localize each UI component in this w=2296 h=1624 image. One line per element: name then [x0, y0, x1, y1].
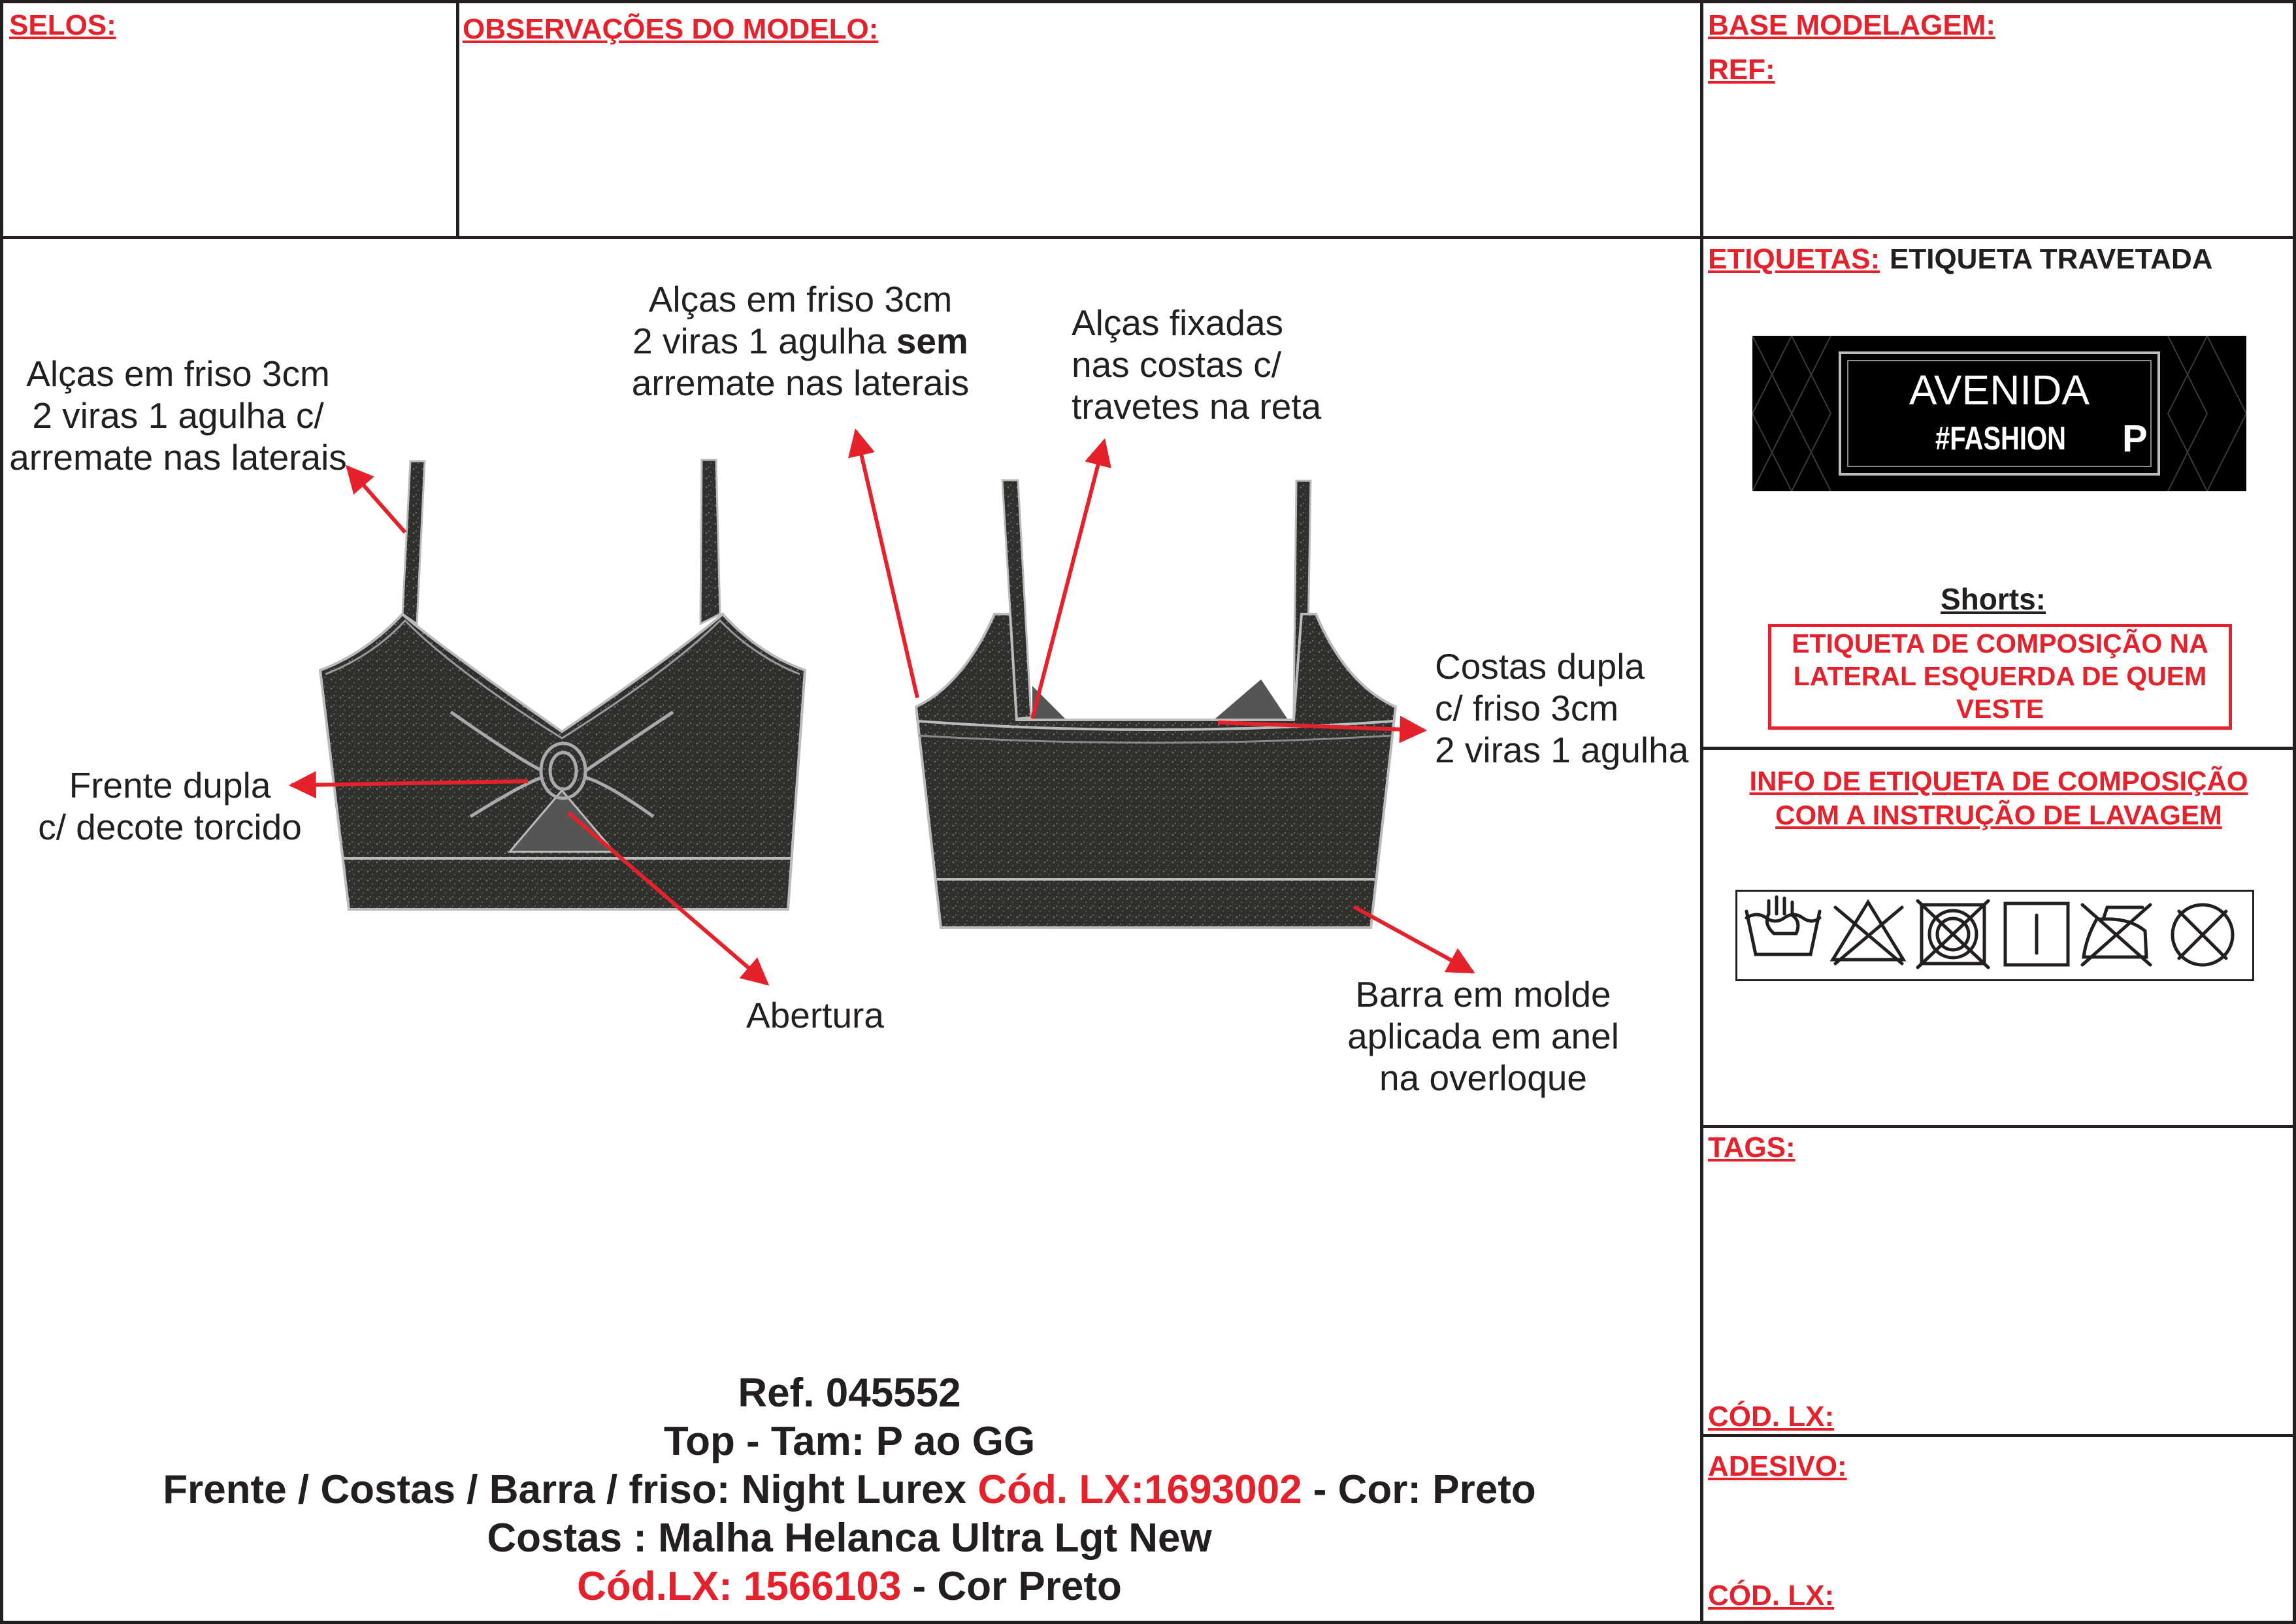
frame-bottom [0, 1621, 2296, 1624]
note-straps-middle-line2-a: 2 viras 1 agulha [632, 321, 896, 361]
note-front-double-line1: Frente dupla [69, 765, 271, 805]
note-straps-middle-line1: Alças em friso 3cm [648, 279, 953, 319]
note-straps-middle-line2 [604, 320, 996, 362]
front-right-strap [700, 460, 720, 624]
note-opening: Abertura [746, 995, 884, 1035]
do-not-bleach-icon [1833, 902, 1903, 964]
line-dry-icon [2005, 903, 2068, 965]
spec-line5 [0, 1563, 1699, 1611]
etiquetas-bottom-divider [1700, 747, 2296, 750]
etiquetas-value: ETIQUETA TRAVETADA [1890, 243, 2213, 275]
note-straps-left-line2: 2 viras 1 agulha c/ [32, 395, 324, 436]
note-hem [1333, 973, 1633, 1099]
spec-product: Top - Tam: P ao GG [663, 1419, 1036, 1464]
composition-bottom-divider [1700, 1125, 2296, 1128]
note-hem-line1: Barra em molde [1355, 974, 1611, 1015]
spec-line3 [0, 1466, 1699, 1514]
front-left-strap [402, 461, 425, 624]
ref-header: REF: [1708, 54, 1775, 86]
observacoes-header: OBSERVAÇÕES DO MODELO: [463, 13, 879, 45]
note-straps-left [0, 353, 356, 478]
spec-line4: Costas : Malha Helanca Ultra Lgt New [487, 1516, 1212, 1561]
tags-header: TAGS: [1708, 1131, 1796, 1163]
spec-line5-b: - Cor Preto [901, 1564, 1122, 1609]
product-spec [0, 1369, 1699, 1611]
shorts-box-line2: LATERAL ESQUERDA DE QUEM [1793, 661, 2207, 691]
brand-label [1752, 336, 2246, 491]
shorts-box-line3: VESTE [1956, 694, 2044, 724]
note-straps-left-line1: Alças em friso 3cm [26, 353, 330, 394]
note-straps-left-line3: arremate nas laterais [9, 437, 347, 478]
brand-size: P [2122, 417, 2148, 460]
note-straps-back-line1: Alças fixadas [1072, 302, 1284, 343]
front-body [320, 614, 805, 909]
note-hem-line2: aplicada em anel [1347, 1016, 1619, 1056]
selos-header: SELOS: [9, 9, 116, 41]
note-straps-back-line3: travetes na reta [1072, 386, 1322, 427]
spec-line3-a: Frente / Costas / Barra / friso: Night Lurex [163, 1467, 978, 1512]
etiquetas-header: ETIQUETAS: [1708, 243, 1880, 275]
brand-name: AVENIDA [1909, 366, 2090, 414]
tags-bottom-divider [1700, 1434, 2296, 1437]
base-modelagem-header: BASE MODELAGEM: [1708, 9, 1995, 41]
shorts-title: Shorts: [1941, 582, 2046, 616]
arrow-straps-back [1032, 441, 1104, 719]
arrow-straps-middle [856, 431, 917, 698]
spec-ref: Ref. 045552 [738, 1371, 961, 1416]
note-front-double-line2: c/ decote torcido [38, 807, 302, 847]
note-straps-middle [604, 278, 996, 404]
note-front-double [20, 764, 320, 848]
note-back-double-line3: 2 viras 1 agulha [1435, 730, 1689, 770]
arrow-hem [1354, 907, 1473, 972]
note-back-double-line1: Costas dupla [1435, 646, 1645, 687]
note-hem-line3: na overloque [1379, 1058, 1588, 1098]
spec-line3-b: - Cor: Preto [1302, 1467, 1536, 1512]
composition-info-title [1701, 764, 2296, 832]
note-straps-back-line2: nas costas c/ [1072, 344, 1281, 385]
arrow-straps-left [348, 467, 405, 532]
shorts-composition-box [1768, 624, 2232, 730]
do-not-iron-icon [2082, 905, 2150, 965]
front-view [320, 460, 805, 909]
do-not-tumble-dry-icon [1918, 901, 1988, 967]
note-straps-back [1072, 302, 1321, 427]
note-back-double-line2: c/ friso 3cm [1435, 688, 1619, 728]
note-back-double [1435, 645, 1688, 771]
spec-line5-code: Cód.LX: 1566103 [577, 1564, 902, 1609]
care-icons-box [1735, 890, 2254, 981]
note-straps-middle-line3: arremate nas laterais [631, 363, 970, 403]
brand-hashtag: #FASHION [1935, 420, 2067, 457]
shorts-box-line1: ETIQUETA DE COMPOSIÇÃO NA [1792, 628, 2208, 658]
adesivo-cod-lx: CÓD. LX: [1708, 1580, 1835, 1612]
composition-info-line1: INFO DE ETIQUETA DE COMPOSIÇÃO [1749, 766, 2248, 796]
do-not-dry-clean-icon [2173, 905, 2233, 965]
back-view [916, 480, 1396, 928]
note-straps-middle-sem: sem [896, 321, 968, 361]
adesivo-header: ADESIVO: [1708, 1450, 1847, 1482]
care-symbols [1737, 892, 2252, 979]
composition-info-line2: COM A INSTRUÇÃO DE LAVAGEM [1775, 800, 2222, 830]
tags-cod-lx: CÓD. LX: [1708, 1401, 1835, 1433]
hand-wash-icon [1747, 897, 1820, 954]
spec-line3-code: Cód. LX:1693002 [977, 1467, 1302, 1512]
